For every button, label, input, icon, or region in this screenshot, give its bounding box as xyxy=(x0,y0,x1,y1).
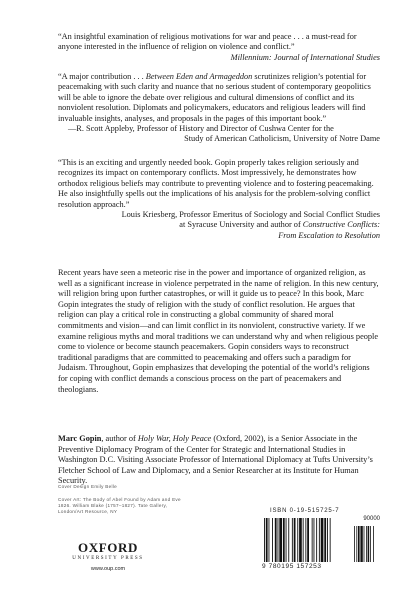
publisher-logo xyxy=(58,541,158,562)
description-text: Recent years have seen a meteoric rise in the power and importance of organized religion, as well as a significant increase in violence perpetrated in the name of religion. In this new century, will religion bring upon further catastrophes, or will it guide us to peace? In this book, Marc Gopin integrates the study of religion with the study of conflict resolution. He argues that religion can play a critical role in constructing a global community of shared moral commitments and vision—and can limit conflict in its nonviolent, constructive variety. If we examine religious myths and moral traditions we can understand why and when religious people come to violence or become staunch peacemakers. Gopin considers ways to reconstruct traditional paradigms that are committed to peacemaking and offers such a paradigm for Judaism. Throughout, Gopin emphasizes that developing the potential of the world’s religions for coping with conflict demands a conscious process on the part of peacemakers and theologians. xyxy=(58,268,379,394)
review-quote-2 xyxy=(58,72,380,145)
book-title: Between Eden and Armageddon xyxy=(145,72,253,81)
publisher-subtitle: UNIVERSITY PRESS xyxy=(72,556,144,561)
isbn-number: ISBN 0-19-515725-7 xyxy=(270,508,340,514)
quote-attribution-affiliation: Study of American Catholicism, University of Notre Dame xyxy=(184,134,380,144)
author-name: Marc Gopin xyxy=(58,434,102,443)
quote-attribution-affiliation: at Syracuse University and author of Constructive Conflicts: xyxy=(179,220,380,230)
publisher-name: OXFORD xyxy=(78,540,138,555)
barcode-icon xyxy=(262,516,382,564)
book-description xyxy=(58,268,380,395)
quote-attribution: —R. Scott Appleby, Professor of History and Director of Cushwa Center for the xyxy=(68,124,334,134)
cover-design-credit: Cover Design Emily Belle xyxy=(58,484,118,489)
quote-attribution: Louis Kriesberg, Professor Emeritus of Sociology and Social Conflict Studies xyxy=(121,210,380,220)
author-bio: Marc Gopin, author of Holy War, Holy Peace (Oxford, 2002), is a Senior Associate in the Preventive Diplomacy Program of the Center for Strategic and International Studies in Washington D.C. Visiting Associate Professor of International Diplomacy at Tufts University’s Fletcher School of Law and Diplomacy, and a Senior Researcher at its Institute for Human Security. xyxy=(58,434,373,486)
quote-attribution-book: From Escalation to Resolution xyxy=(278,230,380,240)
author-book-title: Holy War, Holy Peace xyxy=(137,434,212,443)
cover-art-credit: Cover Art: The Body of Abel Found by Adam and Eve 1826. William Blake (1757–1827). Tate Gallery, London/Art Resource, NY xyxy=(58,497,181,514)
quote-text: “An insightful examination of religious motivations for war and peace . . . a must-read for anyone interested in the influence of religion on violence and conflict.” xyxy=(58,32,357,52)
quote-attribution: Millennium: Journal of International Studies xyxy=(230,52,380,62)
quote-text: “A major contribution . . . Between Eden and Armageddon scrutinizes religion’s potential for peacemaking with such clarity and nuance that no serious student of contemporary geopolitics will be able to ignore the debate over religious and cultural dimensions of conflict and its nonviolent resolution. Diplomats and policymakers, educators and religious leaders will find invaluable insights, analyses, and proposals in the pages of this important book.” xyxy=(58,72,371,123)
publisher-url: www.oup.com xyxy=(90,566,126,572)
price-code: 90000 xyxy=(363,516,380,522)
isbn-barcode xyxy=(262,508,382,570)
review-quote-3 xyxy=(58,158,380,241)
quote-text: “This is an exciting and urgently needed book. Gopin properly takes religion seriously and recognizes its impact on contemporary conflicts. Most impressively, he demonstrates how orthodox religious beliefs may contribute to preventing violence and to fostering peacemaking. He also insightfully spells out the implications of his analysis for the problem-solving conflict resolution approach.” xyxy=(58,158,374,209)
barcode-number: 9 780195 157253 xyxy=(262,563,322,570)
review-quote-1 xyxy=(58,32,380,63)
